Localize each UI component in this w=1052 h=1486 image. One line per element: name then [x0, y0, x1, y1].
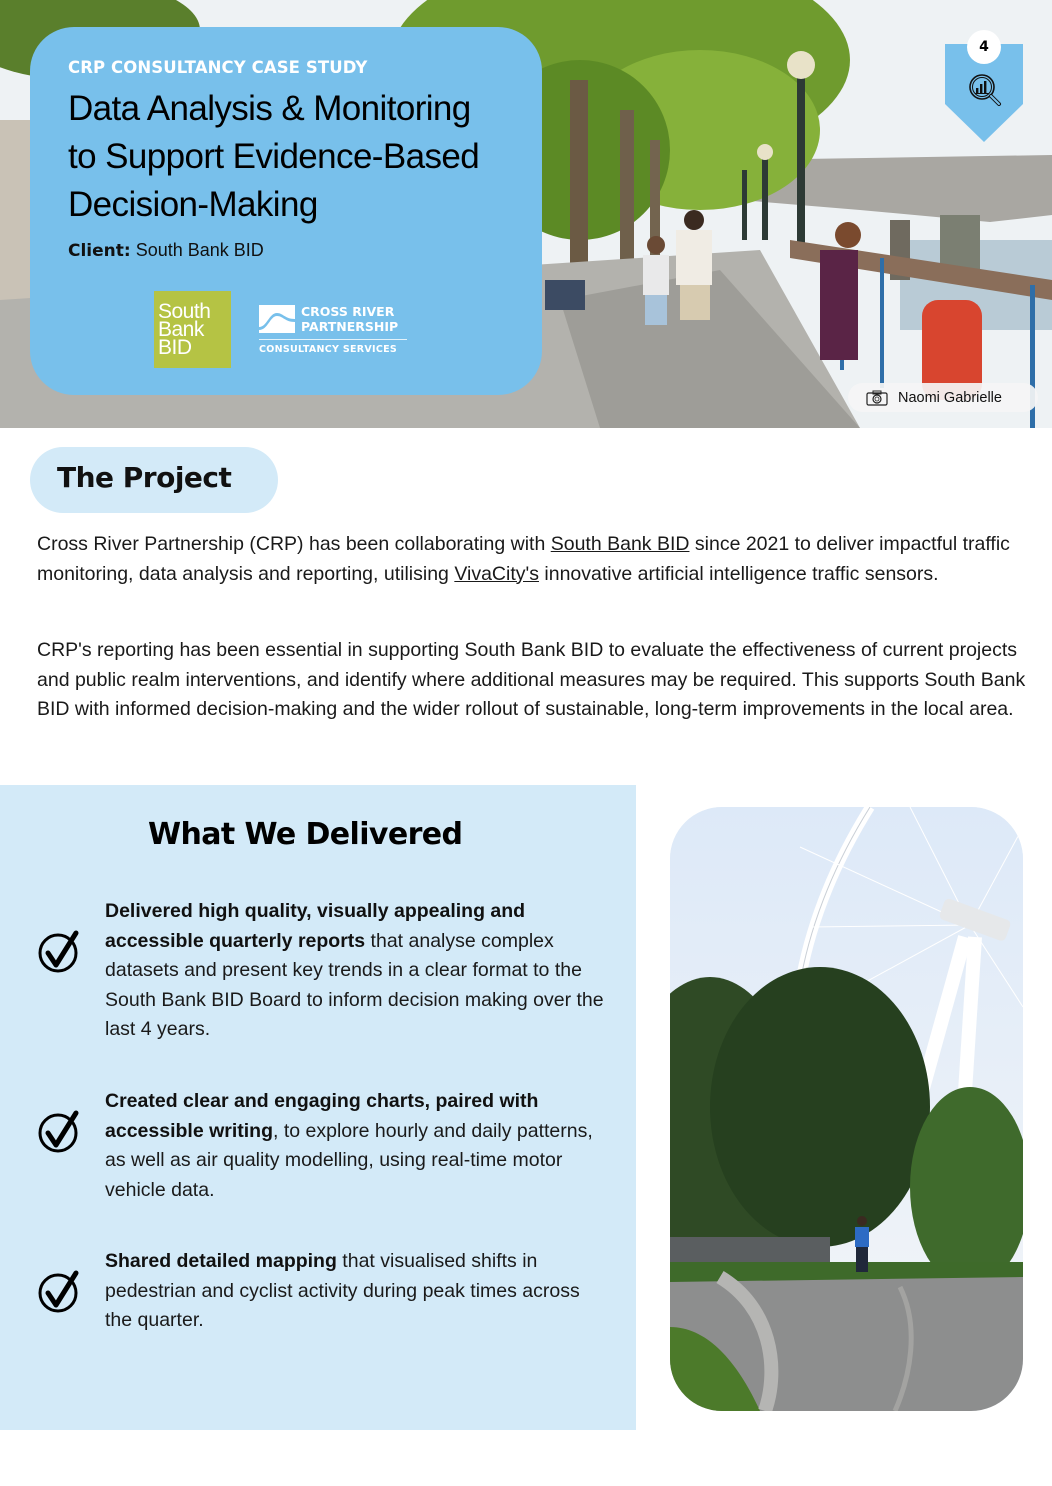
- client-name: South Bank BID: [135, 240, 264, 260]
- page-number: 4: [967, 30, 1001, 64]
- deliverables-panel: What We Delivered Delivered high quality, visually appealing and accessible quarterly reports that analyse complex datasets and present key trends in a clear format to the South Bank BID Board to inform decision making over the last 4 years. Created clear and engaging charts, paired with accessible writing, to explore hourly and daily patterns, as well as air quality modelling, using real-time motor vehicle data. Shared detailed mapping that visualised shifts in pedestrian and cyclist activity during peak times across the quarter.: [0, 785, 636, 1430]
- photographer-name: Naomi Gabrielle: [898, 389, 1002, 406]
- client-line: [68, 240, 504, 261]
- title-card: [30, 27, 542, 395]
- section-heading-delivered: What We Delivered: [148, 817, 463, 852]
- camera-icon: [866, 390, 888, 406]
- south-bank-bid-link[interactable]: South Bank BID: [550, 533, 690, 555]
- crp-wave-icon: [259, 305, 295, 333]
- case-study-kicker: CRP CONSULTANCY CASE STUDY: [68, 58, 368, 77]
- check-circle-icon: [36, 1107, 84, 1155]
- hero-photo: [0, 0, 1052, 428]
- magnifier-chart-icon: [965, 70, 1005, 110]
- section-heading-project: The Project: [30, 447, 278, 513]
- partner-logos: [154, 291, 409, 368]
- divider: [259, 339, 407, 340]
- project-paragraph-2: CRP's reporting has been essential in supporting South Bank BID to evaluate the effectiveness of current projects and public realm interventions, and identify where additional measures may be required. This supports South Bank BID with informed decision-making and the wider rollout of sustainable, long-term improvements in the local area.: [37, 639, 1026, 720]
- check-circle-icon: [36, 927, 84, 975]
- page-number-badge: [945, 39, 1023, 142]
- project-paragraph-1: Cross River Partnership (CRP) has been collaborating with South Bank BID since 2021 to deliver impactful traffic monitoring, data analysis and reporting, utilising VivaCity's innovative artificial intelligence traffic sensors.: [37, 533, 1010, 585]
- vivacity-link[interactable]: VivaCity's: [454, 562, 539, 585]
- london-eye-scene: [670, 807, 1023, 1411]
- cross-river-partnership-logo: CROSS RIVER PARTNERSHIP CONSULTANCY SERVICES: [259, 304, 409, 355]
- page-title: Data Analysis & Monitoring to Support Evidence-Based Decision-Making: [68, 89, 480, 224]
- check-circle-icon: [36, 1267, 84, 1315]
- south-bank-bid-logo: South Bank BID: [154, 291, 231, 368]
- photo-credit: [848, 383, 1038, 412]
- client-label: Client:: [68, 241, 131, 261]
- london-eye-photo: [670, 807, 1023, 1411]
